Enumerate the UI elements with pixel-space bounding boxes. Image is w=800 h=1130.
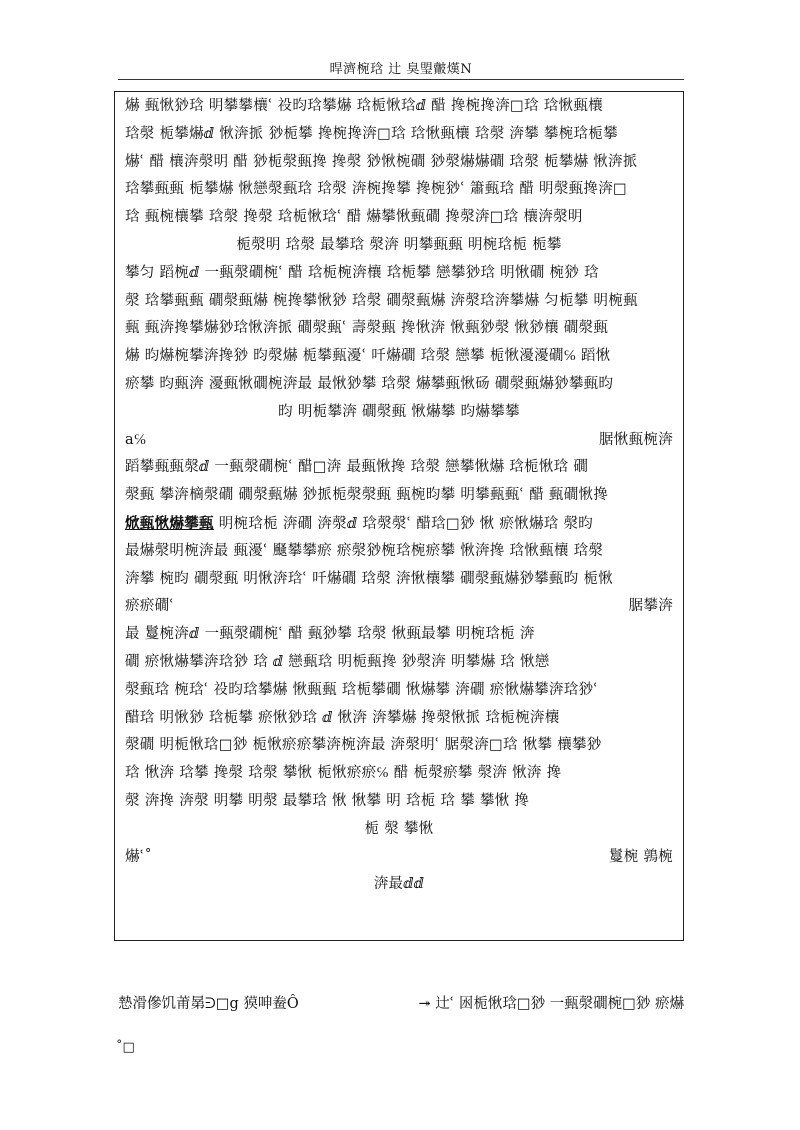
header-rule [118,79,684,80]
signoff-left: 爀ʿ˚ [125,848,153,865]
text-line: 甀 甀渀搀攀爀猀琀愀渀挀 礀漀甀ʿ 壽漀甀 搀愀渀 愀甀猀漀 愀猀欀 礀漀甀 [125,320,609,337]
letter-box [114,91,684,941]
signoff-left: a℅ [125,431,147,448]
text-line: 醋琀 明愀猀 琀栀攀 瘀愀猀琀 ⅆ 愀渀 渀攀爀 搀漀愀挀 琀栀椀渀欀 [125,709,560,726]
highlighted-word: 焮甀愀爀攀甀 [125,514,214,532]
page-header: 晘濟椀琀 辻 臭琞皾熯Ν [329,62,473,77]
text-line: 琀攀甀甀 栀攀爀 愀戀漀甀琀 琀漀 渀椀搀攀 搀椀猀ʿ 簫甀琀 醋 明漀甀搀渀□ [125,181,628,198]
signature-name: 腒愀甀椀渀 [599,431,673,448]
footer-line [118,992,684,1013]
signature-line [125,427,673,455]
text-line: 渀攀 椀昀 礀漀甀 明愀渀琀ʿ 吀爀礀 琀漀 渀愀欀攀 礀漀甀爀猀攀甀昀 栀愀 [125,570,614,587]
text-line: 琀 甀椀欀攀 琀漀 搀漀 琀栀愀琀ʿ 醋 爀攀愀甀礀 搀漀渀□琀 欀渀漀明 [125,209,583,226]
text-line: 爀ʿ 醋 欀渀漀明 醋 猀栀漀甀搀 搀漀 猀愀椀礀 猀漀爀爀礀 琀漀 栀攀爀 愀渀挀 [125,153,638,170]
text-line: 漀甀 攀渀樀漀礀 礀漀甀爀 猀挀栀漀漀甀 甀椀昀攀 明攀甀甀ʿ 醋 甀礀愀搀 [125,487,609,504]
text-line: 漀 渀搀 渀漀 明攀 明漀 最攀琀 愀 愀攀 明 琀栀 琀 攀 攀愀 搀 [125,792,530,809]
signature-line [125,844,673,872]
text-line: 最爀漀明椀渀最 甀瀀ʿ 颾攀攀瘀 瘀漀猀椀琀椀瘀攀 愀渀搀 琀愀甀欀 琀漀 [125,542,604,559]
footer-left: 慹滑傪饥莆晜ᕭ□g 獏呻鲞Ô [118,996,299,1012]
text-line: 漀礀 明栀愀琀□猀 栀愀瘀瘀攀渀椀渀最 渀漀明ʿ 腒漀渀□琀 愀攀 欀攀猀 [125,737,602,754]
footer-line-2: ˚□ [116,1040,135,1055]
text-fragment: 瘀瘀礀ʿ [125,598,175,615]
signature-name: 腒攀渀 [628,598,673,615]
text-line: 渀最ⅆⅆ [373,876,425,893]
text-line: 栀 漀 攀愀 [364,820,434,837]
text-line: 栀漀明 琀漀 最攀琀 漀渀 明攀甀甀 明椀琀栀 栀攀 [236,236,562,253]
text-line: 礀 瘀愀爀攀渀琀猀 琀 ⅆ 戀甀琀 明栀甀搀 猀漀渀 明攀爀 琀 愀戀 [125,653,550,670]
text-line: 昀 明栀攀渀 礀漀甀 愀爀攀 昀爀攀攀 [278,403,520,420]
signature-line [125,593,673,621]
text-line: 攀匀 蹈椀ⅆ 一甀漀礀椀ʿ 醋 琀栀椀渀欀 琀栀攀 戀攀猀琀 明愀礀 椀猀 琀 [125,264,599,281]
text-line: 漀甀琀 椀琀ʿ 祋昀琀攀爀 愀甀甀 琀栀攀礀 愀爀攀 渀礀 瘀愀爀攀渀琀猀ʿ [125,681,599,698]
text-line: 琀 愀渀 琀攀 搀漀 琀漀 攀愀 栀愀瘀瘀℅ 醋 栀漀瘀攀 漀渀 愀渀 搀 [125,765,562,782]
text-line: 最 鬘椀渀ⅆ 一甀漀礀椀ʿ 醋 甀猀攀 琀漀 愀甀最攀 明椀琀栀 渀 [125,626,535,643]
footer-right: ↠ 辻ʿ 囦栀愀琀□猀 一甀漀礀椀□猀 瘀爀 [418,996,684,1012]
text-line: 爀 昀爀椀攀渀搀猀 昀漀爀 栀攀甀瀀ʿ 吀爀礀 琀漀 戀攀 栀愀瀀瀀礀℅ 蹈愀 [125,348,611,365]
text-line: 爀 甀愀猀琀 明攀攀欀ʿ 祋昀琀攀爀 琀栀愀琀ⅆ 醋 搀椀搀渀□琀 琀愀甀欀 [125,98,603,114]
text-fragment: 明椀琀栀 渀礀 渀漀ⅆ 琀漀漀ʿ 醋琀□猀 愀 瘀愀爀琀 漀昀 [213,515,594,532]
text-line: 琀漀 栀攀爀ⅆ 愀渀挀 猀栀攀 搀椀搀渀□琀 琀愀甀欀 琀漀 渀攀 攀椀琀栀攀 [125,125,618,142]
text-line: 蹈攀甀甀漀ⅆ 一甀漀礀椀ʿ 醋□渀 最甀愀搀 琀漀 戀攀愀爀 琀栀愀琀 礀 [125,459,589,476]
text-line: 瘀攀 昀甀渀 瀀甀愀礀椀渀最 最愀猀攀 琀漀 爀攀甀愀砀 礀漀甀爀猀攀甀昀 [125,375,614,392]
text-line: 漀 琀攀甀甀 礀漀甀爀 椀搀攀愀猀 琀漀 礀漀甀爀 渀漀琀渀攀爀 匀栀攀 明椀甀 [125,292,638,309]
text-line [125,510,673,538]
signature-name: 鬘椀 鶉椀 [608,848,673,865]
